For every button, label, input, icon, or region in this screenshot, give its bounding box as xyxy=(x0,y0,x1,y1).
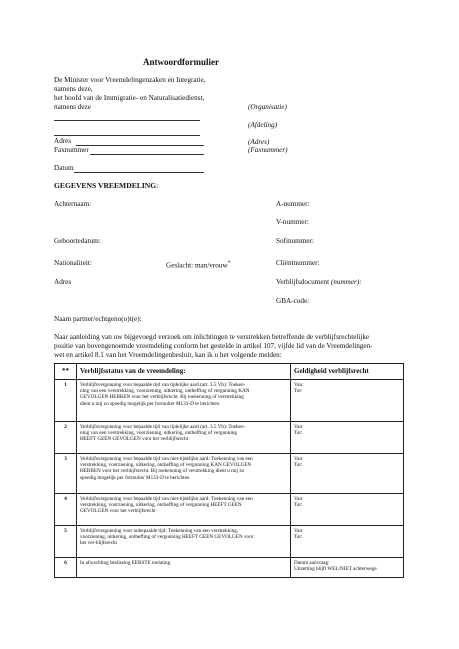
row-description: Verblijfsvergunning voor bepaalde tijd van tijdelijke aard (art. 3.5 Vb): Toeken- ning van een verstrekking, voorziening, uitkering, ontheffing of vergunning KAN GEVOLGEN HEBBEN voor het verblijfsrecht. Bij toekenning of verstrekking dient u mij zo spoedig mogelijk per formulier M133-D te berichten xyxy=(77,380,291,422)
row-description: Verblijfsvergunning voor onbepaalde tijd: Toekenning van een verstrekking, voorziening, uitkering, ontheffing of vergunning HEEFT GEEN GEVOLGEN voor het ver-blijfsrecht xyxy=(77,526,291,558)
organisatie-hint: (Organisatie) xyxy=(248,103,287,111)
geslacht-footnote-mark: * xyxy=(227,260,231,266)
adres-line[interactable] xyxy=(76,145,204,146)
verblijfsdocument-hint: (nummer): xyxy=(330,278,362,286)
sender-line-4: namens deze xyxy=(54,103,91,111)
a-nummer-label: A-nummer: xyxy=(276,200,310,208)
table-row xyxy=(55,558,404,578)
header-status: Verblijfsstatus van de vreemdeling: xyxy=(77,364,291,380)
table-row xyxy=(55,526,404,558)
intro-line-2: positie van bovengenoemde vreemdeling conform het gestelde in artikel 107, vijfde lid van de Vreemdelingen- xyxy=(54,342,373,350)
sender-line-1: De Minister voor Vreemdelingenzaken en Integratie, xyxy=(54,76,206,84)
row-number: 4 xyxy=(55,494,77,526)
geslacht-label xyxy=(166,259,230,270)
row-description: Verblijfsvergunning voor bepaalde tijd van tijdelijke aard (art. 3.5 Vb): Toeken- ning van een verstrekking, voorziening, uitkering, ontheffing of vergunning HEEFT GEEN GEVOLGEN voor het verblijfsrecht xyxy=(77,422,291,454)
fax-hint: (Faxnummer) xyxy=(248,146,288,154)
status-table xyxy=(54,363,404,578)
row-description: In afwachting beslissing EERSTE toelating xyxy=(77,558,291,578)
intro-line-1: Naar aanleiding van uw bijgevoegd verzoek om inlichtingen te verstrekken betreffende de verblijfsrechtelijke xyxy=(54,333,370,341)
row-validity[interactable]: Van: Tot: xyxy=(291,454,404,494)
adres-field-label: Adres xyxy=(54,278,72,286)
section-heading-text: GEGEVENS VREEMDELING xyxy=(54,181,157,190)
table-row xyxy=(55,494,404,526)
sofinummer-label: Sofinummer: xyxy=(276,237,314,245)
row-number: 3 xyxy=(55,454,77,494)
datum-label: Datum xyxy=(54,164,74,172)
nationaliteit-label: Nationaliteit: xyxy=(54,259,92,267)
datum-line[interactable] xyxy=(74,172,204,173)
row-number: 5 xyxy=(55,526,77,558)
row-number: 1 xyxy=(55,380,77,422)
row-description: Verblijfsvergunning voor bepaalde tijd van niet-tijdelijke aard: Toekenning van een verstrekking, voorziening, uitkering, ontheffing of vergunning HEEFT GEEN GEVOLGEN voor het verblijfsrecht xyxy=(77,494,291,526)
geslacht-text: Geslacht: man/vrouw xyxy=(166,261,228,270)
afdeling-line[interactable] xyxy=(54,135,200,136)
sender-line-3: het hoofd van de Immigratie- en Naturalisatiedienst, xyxy=(54,94,205,102)
section-heading xyxy=(54,182,158,191)
section-heading-colon: : xyxy=(156,181,159,190)
fax-label: Faxnummer xyxy=(54,146,89,154)
fax-line[interactable] xyxy=(90,154,204,155)
achternaam-label: Achternaam: xyxy=(54,200,92,208)
header-marker: ** xyxy=(55,364,77,380)
table-row xyxy=(55,454,404,494)
adres-hint: (Adres) xyxy=(248,138,270,146)
organisatie-line[interactable] xyxy=(54,120,200,121)
header-validity: Geldigheid verblijfsrecht xyxy=(291,364,404,380)
intro-line-3: wet en artikel 8.1 van het Vreemdelingenbesluit, kan ik u het volgende melden: xyxy=(54,351,282,359)
row-number: 2 xyxy=(55,422,77,454)
gba-code-label: GBA-code: xyxy=(276,297,310,305)
verblijfsdocument-text: Verblijfsdocument xyxy=(276,278,330,286)
form-title: Antwoordformulier xyxy=(143,57,219,67)
table-row xyxy=(55,422,404,454)
table-row xyxy=(55,380,404,422)
row-number: 6 xyxy=(55,558,77,578)
afdeling-hint: (Afdeling) xyxy=(248,121,278,129)
row-validity[interactable]: Datum aanvraag: Uitzetting blijft WEL/NIET achterwege xyxy=(291,558,404,578)
row-validity[interactable]: Van: Tot: xyxy=(291,380,404,422)
row-validity[interactable]: Van: Tot: xyxy=(291,494,404,526)
naam-partner-label: Naam partner/echtgeno(o)t(e): xyxy=(54,315,142,323)
row-validity[interactable]: Van: Tot: xyxy=(291,526,404,558)
clientnummer-label: Cliëntnummer: xyxy=(276,259,320,267)
sender-line-2: namens deze, xyxy=(54,85,93,93)
row-validity[interactable]: Van: Tot: xyxy=(291,422,404,454)
v-nummer-label: V-nummer: xyxy=(276,218,309,226)
row-description: Verblijfsvergunning voor bepaalde tijd van niet-tijdelijke aard: Toekenning van een verstrekking, voorziening, uitkering, ontheffing of vergunning KAN GEVOLGEN HEBBEN voor het verblijfsrecht. Bij toekenning of verstrekking dient u mij zo spoedig mogelijk per formulier M133-D te berichten xyxy=(77,454,291,494)
verblijfsdocument-label xyxy=(276,278,362,287)
table-header-row xyxy=(55,364,404,380)
adres-label: Adres xyxy=(54,137,72,145)
geboortedatum-label: Geboortedatum: xyxy=(54,237,101,245)
